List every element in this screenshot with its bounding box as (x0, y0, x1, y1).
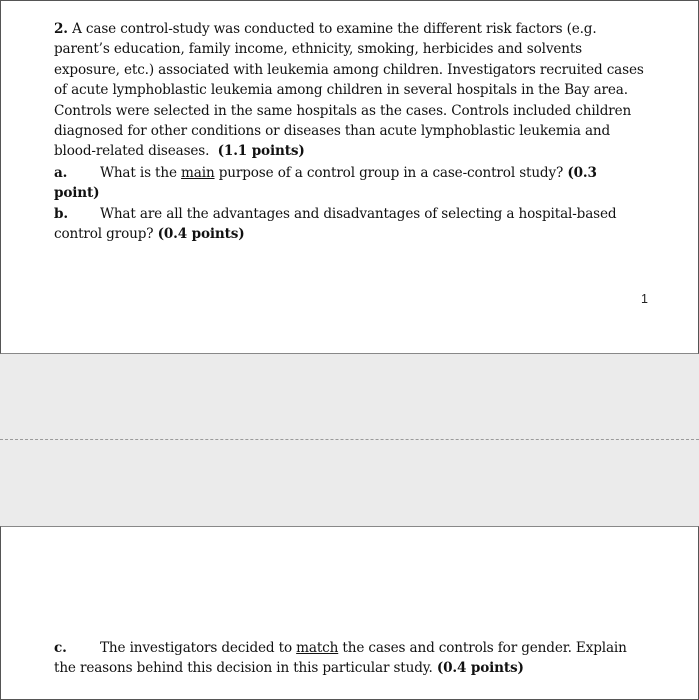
sub-question-a-label: a. (54, 165, 68, 181)
page-gap (0, 354, 699, 526)
sub-question-c-label: c. (54, 640, 67, 656)
sub-question-b-label: b. (54, 206, 68, 222)
sub-question-a (54, 163, 644, 204)
sub-question-a-points: (0.3 point) (54, 165, 597, 202)
sub-question-a-text-after: purpose of a control group in a case-control study? (214, 165, 568, 181)
question-intro-text: A case control-study was conducted to examine the different risk factors (e.g. parent’s education, family income, ethnicity, smoking, herbicides and solvents exposure, etc.) associated with leukemia among children. Investigators recruited cases of acute lymphoblastic leukemia among children in several hospitals in the Bay area. Controls were selected in the same hospitals as the cases. Controls included children diagnosed for other conditions or diseases than acute lymphoblastic leukemia and blood-related diseases. (54, 21, 644, 160)
sub-question-a-underlined: main (181, 165, 215, 181)
question-number: 2. (54, 21, 68, 37)
sub-question-c (54, 638, 644, 679)
sub-question-c-points: (0.4 points) (436, 660, 524, 677)
sub-question-b-points: (0.4 points) (157, 226, 245, 243)
sub-question-c-text-after: the cases and controls for gender. Explain the reasons behind this decision in this particular study. (54, 640, 627, 677)
sub-question-c-underlined: match (296, 640, 339, 656)
sub-question-b-text: What are all the advantages and disadvantages of selecting a hospital-based control group? (54, 206, 617, 243)
sub-question-b (54, 204, 644, 245)
sub-question-c-text-before: The investigators decided to (100, 640, 297, 656)
sub-question-a-text-before: What is the (100, 165, 182, 181)
question-points: (1.1 points) (217, 143, 305, 160)
question-intro (54, 19, 644, 162)
page-number: 1 (641, 292, 648, 306)
page-break-dashed-line (0, 439, 699, 440)
